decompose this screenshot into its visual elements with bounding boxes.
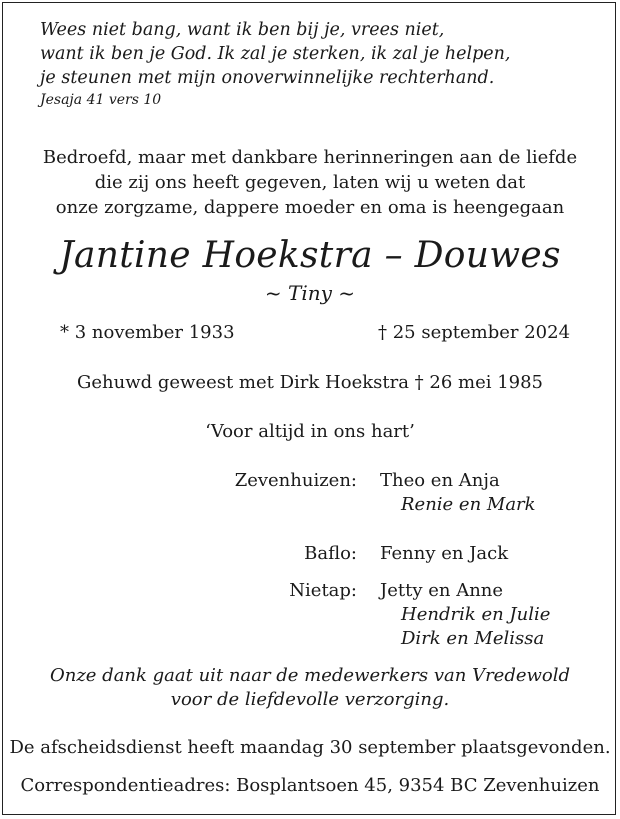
correspondence-address: Correspondentieadres: Bosplantsoen 45, 9354 BC Zevenhuizen <box>20 775 600 796</box>
family-names <box>380 469 620 517</box>
family-names <box>380 579 620 651</box>
announcement-line: Bedroefd, maar met dankbare herinneringen aan de liefde <box>42 147 578 168</box>
family-place: Zevenhuizen: <box>234 470 357 491</box>
family-place: Baflo: <box>304 543 357 564</box>
family-child: Hendrik en Julie <box>401 604 551 625</box>
birth-date: * 3 november 1933 <box>60 322 235 343</box>
motto: ‘Voor altijd in ons hart’ <box>205 421 415 442</box>
verse-line: want ik ben je God. Ik zal je sterken, ik zal je helpen, <box>40 44 511 64</box>
family-group <box>0 469 620 542</box>
family-parents: Jetty en Anne <box>380 580 504 601</box>
announcement <box>0 145 620 220</box>
verse-line: je steunen met mijn onoverwinnelijke rechterhand. <box>40 68 495 88</box>
deceased-nickname: ~ Tiny ~ <box>264 281 356 305</box>
family-group <box>0 542 620 579</box>
family-parents: Fenny en Jack <box>380 543 509 564</box>
thanks-line: Onze dank gaat uit naar de medewerkers van Vredewold <box>49 665 571 686</box>
family-names <box>380 542 620 566</box>
verse-reference: Jesaja 41 vers 10 <box>40 92 162 108</box>
announcement-line: die zij ons heeft gegeven, laten wij u weten dat <box>94 172 526 193</box>
family-place: Nietap: <box>289 580 357 601</box>
family-list <box>0 469 620 651</box>
verse-line: Wees niet bang, want ik ben bij je, vrees niet, <box>40 20 445 40</box>
deceased-name: Jantine Hoekstra – Douwes <box>59 235 561 276</box>
service-notice: De afscheidsdienst heeft maandag 30 september plaatsgevonden. <box>9 737 611 758</box>
thanks-message <box>0 664 620 712</box>
thanks-line: voor de liefdevolle verzorging. <box>170 689 450 710</box>
death-date: † 25 september 2024 <box>378 322 571 343</box>
family-child: Renie en Mark <box>401 494 536 515</box>
announcement-line: onze zorgzame, dappere moeder en oma is heengegaan <box>55 197 565 218</box>
bible-verse <box>40 18 600 110</box>
family-child: Dirk en Melissa <box>401 628 545 649</box>
family-group <box>0 579 620 651</box>
marriage-line: Gehuwd geweest met Dirk Hoekstra † 26 mei 1985 <box>76 372 544 393</box>
family-parents: Theo en Anja <box>380 470 500 491</box>
